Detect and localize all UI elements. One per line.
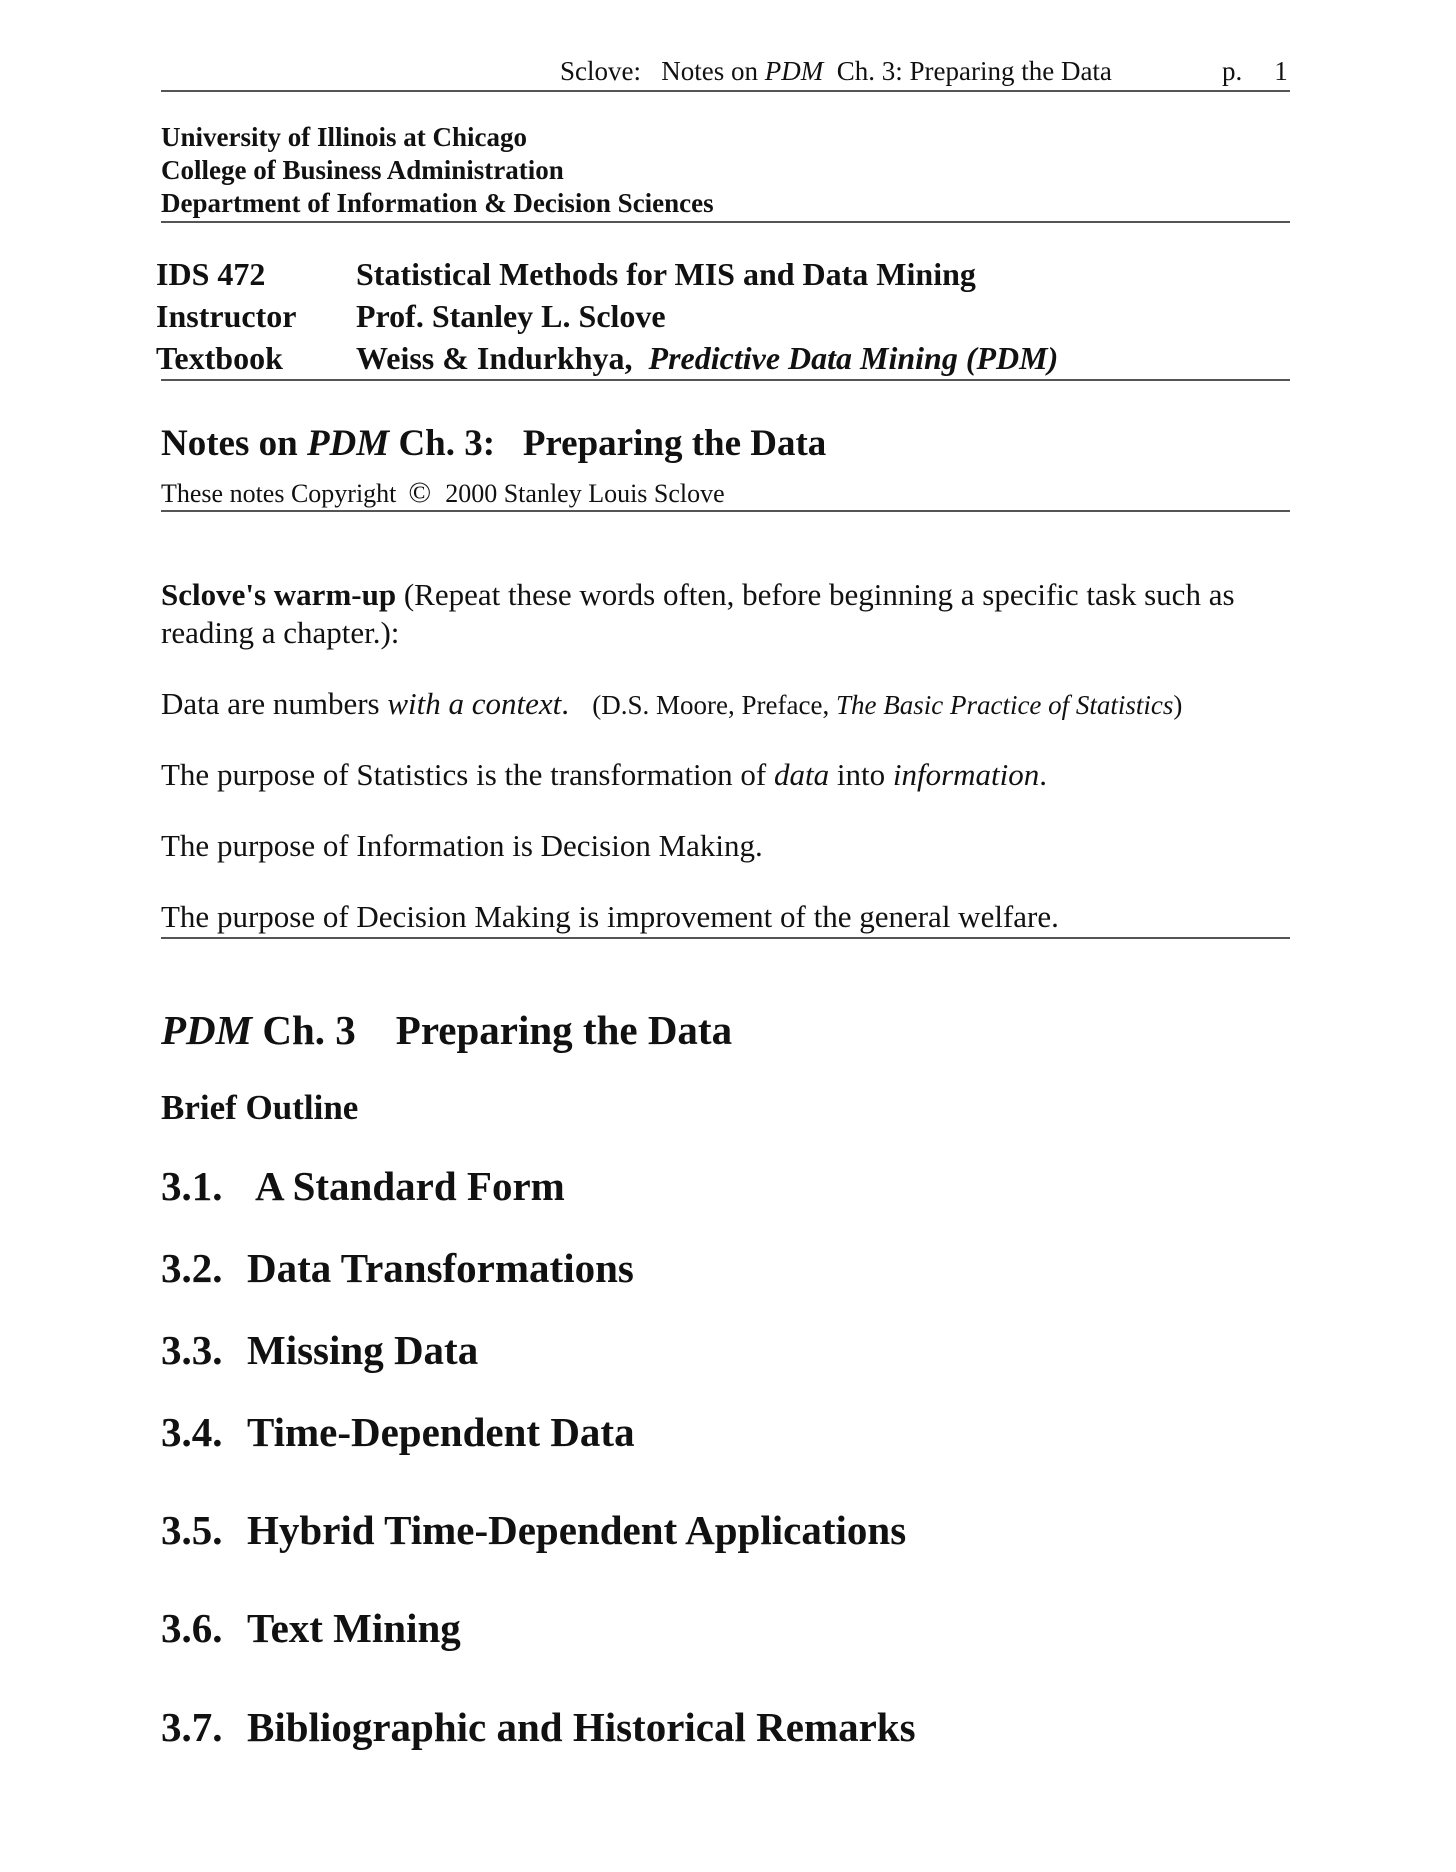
quote-1-prefix: Data are numbers	[161, 686, 388, 721]
course-code-label: IDS 472	[156, 256, 266, 292]
chapter-book: PDM	[161, 1007, 253, 1053]
outline-item-number: 3.6.	[161, 1605, 223, 1651]
textbook-authors: Weiss & Indurkhya,	[356, 340, 633, 376]
notes-title-chapter: Ch. 3:	[398, 423, 496, 464]
outline-item	[161, 1604, 461, 1652]
instructor-name: Prof. Stanley L. Sclove	[356, 298, 666, 334]
outline-item-title: Hybrid Time-Dependent Applications	[247, 1507, 907, 1553]
quote-2-italic-data: data	[774, 757, 830, 792]
outline-item-number: 3.5.	[161, 1507, 223, 1553]
textbook-label: Textbook	[156, 340, 283, 376]
quote-information: The purpose of Information is Decision Making.	[161, 828, 763, 863]
quote-2-dot: .	[1039, 757, 1048, 792]
copyright-holder: 2000 Stanley Louis Sclove	[445, 479, 725, 508]
quote-statistics	[161, 757, 1047, 793]
page-label: p.	[1222, 56, 1243, 86]
textbook-value	[356, 340, 1058, 377]
instructor-label: Instructor	[156, 298, 297, 334]
quote-2-mid: into	[829, 757, 893, 792]
warmup-rule	[161, 937, 1290, 939]
institution-rule	[161, 221, 1290, 223]
quote-1-source	[592, 690, 1182, 720]
chapter-title	[161, 1006, 732, 1054]
notes-title-book: PDM	[306, 423, 390, 464]
title-rule	[161, 510, 1290, 512]
quote-2-italic-information: information	[892, 757, 1040, 792]
outline-item-title: Missing Data	[247, 1327, 479, 1373]
page-number	[1222, 56, 1288, 87]
page-number-value: 1	[1274, 56, 1288, 86]
quote-1-italic: with a context	[387, 686, 562, 721]
outline-item-title: Text Mining	[247, 1605, 461, 1651]
quote-data-context	[161, 686, 1182, 722]
outline-item-title: A Standard Form	[255, 1163, 565, 1209]
chapter-number: Ch. 3	[262, 1007, 356, 1053]
copyright-prefix: These notes Copyright	[161, 479, 397, 508]
quote-1-source-prefix: (D.S. Moore, Preface,	[592, 690, 836, 720]
outline-item	[161, 1244, 634, 1292]
outline-item-number: 3.2.	[161, 1245, 223, 1291]
running-header-book: PDM	[764, 56, 824, 86]
outline-item-title: Time-Dependent Data	[247, 1409, 635, 1455]
running-header-notes-on: Notes on	[661, 56, 758, 86]
copyright-symbol: ©	[408, 476, 432, 509]
chapter-title-text: Preparing the Data	[395, 1007, 733, 1053]
outline-item-number: 3.3.	[161, 1327, 223, 1373]
running-header-author: Sclove:	[560, 56, 641, 86]
warmup-paragraph	[161, 576, 1291, 652]
copyright-line	[161, 476, 725, 510]
outline-item-title: Bibliographic and Historical Remarks	[247, 1704, 916, 1750]
header-rule	[161, 90, 1290, 92]
outline-item	[161, 1326, 478, 1374]
outline-heading: Brief Outline	[161, 1088, 359, 1127]
running-header-chapter: Ch. 3: Preparing the Data	[836, 56, 1112, 86]
notes-title-text: Preparing the Data	[522, 423, 827, 464]
college-name: College of Business Administration	[161, 155, 564, 185]
outline-item-number: 3.4.	[161, 1409, 223, 1455]
outline-item	[161, 1408, 635, 1456]
warmup-text: (Repeat these words often, before beginning a specific task such as reading a chapter.):	[161, 577, 1235, 650]
notes-title-prefix: Notes on	[161, 423, 298, 464]
department-name: Department of Information & Decision Sciences	[161, 188, 714, 218]
course-rule	[161, 379, 1290, 381]
quote-1-source-title: The Basic Practice of Statistics	[835, 690, 1174, 720]
course-title: Statistical Methods for MIS and Data Mining	[356, 256, 976, 292]
outline-item-title: Data Transformations	[247, 1245, 634, 1291]
outline-item	[161, 1703, 916, 1751]
outline-item	[161, 1162, 565, 1210]
quote-1-source-suffix: )	[1173, 690, 1183, 720]
outline-item	[161, 1506, 906, 1554]
running-header	[560, 56, 1112, 87]
quote-2-prefix: The purpose of Statistics is the transformation of	[161, 757, 774, 792]
quote-1-dot: .	[561, 686, 570, 721]
warmup-label: Sclove's warm-up	[161, 577, 397, 612]
textbook-title: Predictive Data Mining (PDM)	[648, 340, 1059, 376]
quote-decision-making: The purpose of Decision Making is improvement of the general welfare.	[161, 899, 1059, 934]
university-name: University of Illinois at Chicago	[161, 122, 528, 152]
outline-item-number: 3.7.	[161, 1704, 223, 1750]
outline-item-number: 3.1.	[161, 1163, 223, 1209]
notes-title	[161, 422, 826, 465]
